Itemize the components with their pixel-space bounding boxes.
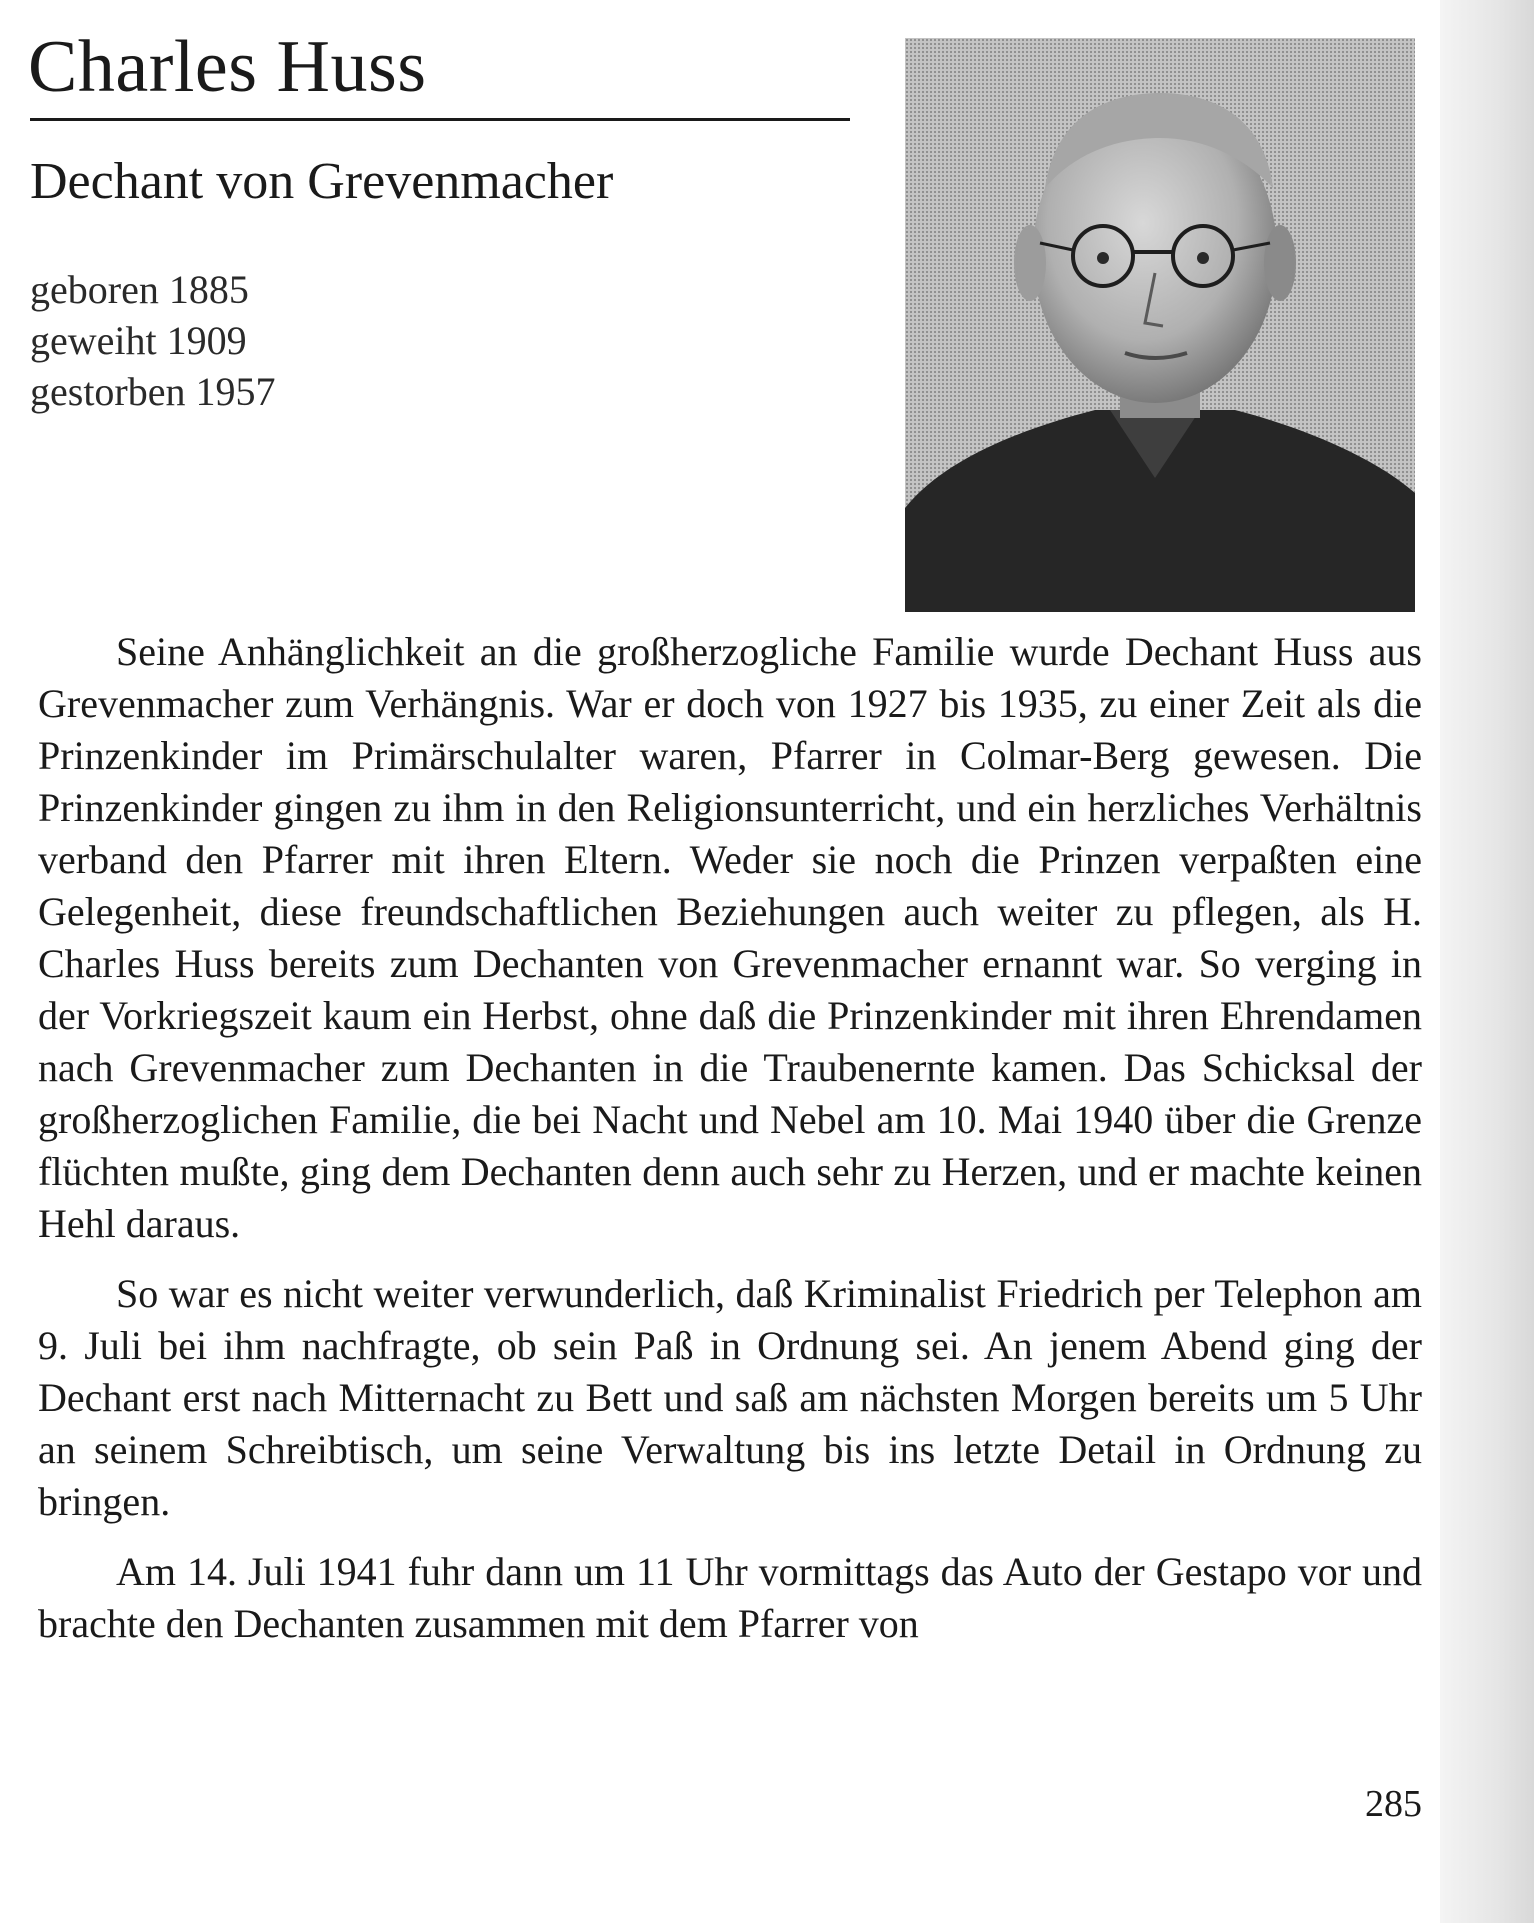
paragraph-1: Seine Anhänglichkeit an die großherzogliche Familie wurde Dechant Huss aus Grevenmacher zum Verhängnis. War er doch von 1927 bis 1935, zu einer Zeit als die Prinzenkinder im Primärschulalter waren, Pfarrer in Colmar-Berg gewesen. Die Prinzenkinder gingen zu ihm in den Religionsunterricht, und ein herzliches Verhältnis verband den Pfarrer mit ihren Eltern. Weder sie noch die Prinzen verpaßten eine Gelegenheit, diese freundschaftlichen Beziehungen auch weiter zu pflegen, als H. Charles Huss bereits zum Dechanten von Grevenmacher ernannt war. So verging in der Vorkriegszeit kaum ein Herbst, ohne daß die Prinzenkinder mit ihren Ehrendamen nach Grevenmacher zum Dechanten in die Traubenernte kamen. Das Schicksal der großherzoglichen Familie, die bei Nacht und Nebel am 10. Mai 1940 über die Grenze flüchten mußte, ging dem Dechanten denn auch sehr zu Herzen, und er machte keinen Hehl daraus.	[38, 629, 1422, 1246]
right-ear	[1264, 225, 1296, 301]
portrait-photo	[905, 38, 1415, 612]
left-eye	[1097, 252, 1109, 264]
ordination-date: geweiht 1909	[30, 318, 247, 363]
page-number: 285	[1365, 1783, 1422, 1825]
left-ear	[1014, 225, 1046, 301]
death-date: gestorben 1957	[30, 369, 276, 414]
page-title: Charles Huss	[28, 26, 427, 108]
page-subtitle: Dechant von Grevenmacher	[30, 153, 614, 210]
life-dates-list	[30, 264, 276, 417]
article-body	[38, 626, 1422, 1650]
birth-date: geboren 1885	[30, 267, 249, 312]
right-eye	[1197, 252, 1209, 264]
title-divider	[30, 118, 850, 121]
paragraph-3: Am 14. Juli 1941 fuhr dann um 11 Uhr vormittags das Auto der Gestapo vor und brachte den Dechanten zusammen mit dem Pfarrer von	[38, 1549, 1422, 1646]
paragraph-2: So war es nicht weiter verwunderlich, daß Kriminalist Friedrich per Telephon am 9. Juli bei ihm nachfragte, ob sein Paß in Ordnung sei. An jenem Abend ging der Dechant erst nach Mitternacht zu Bett und saß am nächsten Morgen bereits um 5 Uhr an seinem Schreibtisch, um seine Verwaltung bis ins letzte Detail in Ordnung zu bringen.	[38, 1271, 1422, 1524]
page-edge-shadow	[1440, 0, 1534, 1923]
